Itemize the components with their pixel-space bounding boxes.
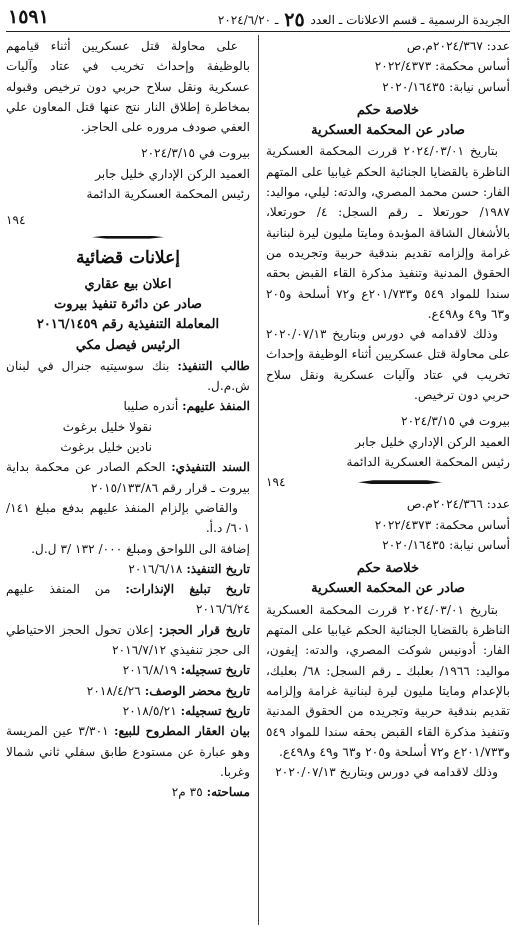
registration-value-1: ٢٠١٦/٨/١٩ [122,663,177,678]
notice0-signatory-title: رئيس المحكمة العسكرية الدائمة [86,187,250,202]
ad-transaction: المعاملة التنفيذية رقم ٢٠١٦/١٤٥٩ [36,317,220,333]
description-row [6,681,250,701]
exec-date-label: تاريخ التنفيذ: [186,561,250,576]
registration-row-2 [6,701,250,721]
header-rule [6,31,510,32]
description-value: ٢٠١٨/٤/٢٦ [86,683,141,698]
exec-date-value: ٢٠١٦/٦/١٨ [128,561,183,576]
left-column [6,36,250,802]
property-label: بيان العقار المطروح للبيع: [113,724,250,739]
area-value: ٣٥ م٢ [171,785,203,800]
property-row [6,721,250,782]
notice2-prosecution-base: أساس نيابة: ٢٠٢٠/١٦٤٣٥ [382,537,510,552]
separator-ornament [358,480,442,484]
header-title [218,9,510,31]
notice0-place-date: بيروت في ٢٠٢٤/٣/١٥ [141,146,250,161]
debtor-1: أندره صليبا [123,399,179,414]
description-label: تاريخ محضر الوصف: [144,683,250,698]
notice1-subtitle: صادر عن المحكمة العسكرية [311,123,465,139]
notice1-prosecution-base: أساس نيابة: ٢٠٢٠/١٦٤٣٥ [382,79,510,94]
notice0-signatory: العميد الركن الإداري خليل جابر [95,166,250,181]
area-label: مساحته: [206,785,250,800]
notice2-subtitle: صادر عن المحكمة العسكرية [311,581,465,597]
applicant-row [6,356,250,397]
area-row [6,782,250,802]
notice1-body: بتاريخ ٢٠٢٤/٠٣/٠١ قررت المحكمة العسكرية الناظرة بالقضايا الجنائية الحكم غيابيا على المتهم الفار: حسن محمد المصري، والدته: ليلي، مواليد: ١٩٨٧/ حورتعلا ـ رقم السجل: ٤/ حورتعلا، بالأشغال الشاقة المؤبدة ومايتا مليون ليرة لبنانية غرامة وإلزامه تقديم بندقية حربية وتجريده من الحقوق المدنية وتنفيذ مذكرة القاء القبض بحقه سندا للمواد ٥٤٩ و٢٠١/٧٣٣ع و٧٢ أسلحة و٢٠٥ و٦٣ و٤٩ و٤٩٨ع. [266,144,510,321]
registration-row-1 [6,660,250,680]
seizure-value: إعلان تحول الحجز الاحتياطي الى حجز تنفيذي ٢٠١٦/٧/١٢ [6,622,250,658]
notice2-body: بتاريخ ٢٠٢٤/٠٣/٠١ قررت المحكمة العسكرية الناظرة بالقضايا الجنائية الحكم غيابيا على المتهم الفار: أدونيس شوكت المصري، والدته: إيفون، مواليد: ١٩٦٦/ بعلبك ـ رقم السجل: ٦٨/ بعلبك، بالإعدام ومايتا مليون ليرة لبنانية غرامة وإلزامه تقديم بندقية حربية وتجريده من الحقوق المدنية وتنفيذ مذكرة القاء القبض بحقه سندا للمواد ٥٤٩ و٢٠١/٧٣٣ع و٧٢ أسلحة و٢٠٥ و٦٣ و٤٩ و٤٩٨ع. [266,602,510,759]
notice2-court-base: أساس محكمة: ٢٠٢٢/٤٣٧٣ [374,517,510,532]
seizure-row [6,620,250,661]
debtors-label: المنفذ عليهم: [182,399,250,414]
additional-amount: إضافة الى اللواحق ومبلغ ٠٠٠/ ١٣٢ /٣ ل.ل. [31,541,250,556]
debtors-row [6,396,250,416]
debtor-3: نادين خليل برغوث [60,440,152,455]
separator-ornament [6,231,250,245]
gazette-name: الجريدة الرسمية ـ قسم الاعلانات ـ العدد [310,13,510,27]
page-header [6,6,510,30]
property-value: ٣/٣٠١ عين المريسة وهو عبارة عن مستودع طابق سفلي ثاني شمالا وغربا. [6,724,250,779]
issue-number: ٢٥ [284,9,305,31]
page-number: ١٥٩١ [8,6,49,28]
notice2-number: عدد: ٢٠٢٤/٣٦٦م.ص [406,497,510,512]
notice1-end [266,472,510,490]
exec-date-row [6,559,250,579]
issue-date: ـ ٢٠٢٤/٦/٢٠ [217,13,279,27]
registration-value-2: ٢٠١٨/٥/٢١ [122,703,177,718]
notice-date-value: من المنفذ عليهم ٢٠١٦/٦/٢٤ [6,582,250,617]
ad-president: الرئيس فيصل مكي [75,337,181,353]
notice1-signatory-title: رئيس المحكمة العسكرية الدائمة [346,454,510,469]
notice1-title: خلاصة حكم [356,102,420,118]
notice1-signatory: العميد الركن الإداري خليل جابر [355,434,510,449]
applicant-value: بنك سوسيتيه جنرال في لبنان ش.م.ل. [6,358,250,394]
ad-title: اعلان بيع عقاري [84,276,172,292]
notice1-end-number: ١٩٤ [266,475,286,490]
notice0-continuation: على محاولة قتل عسكريين أثناء قيامهم بالوظيفة وإحداث تخريب في عتاد وآليات عسكرية ونقل سلاح حربي دون ترخيص وقبوله بمخاطرة إطلاق النار نتج عنها قتل المعاون علي العفي صودف مروره على الحاجز. [6,39,250,135]
ad-subtitle: صادر عن دائرة تنفيذ بيروت [54,296,202,312]
obligation: والقاضي بإلزام المنفذ عليهم بدفع مبلغ ١٤١/ ٦٠١/ د.أ. [6,500,250,536]
seizure-label: تاريخ قرار الحجز: [158,622,250,637]
notice1-court-base: أساس محكمة: ٢٠٢٢/٤٣٧٣ [374,59,510,74]
debtor-2: نقولا خليل برغوث [62,419,152,434]
notice0-end-number: ١٩٤ [6,213,26,228]
registration-label-1: تاريخ تسجيله: [180,663,250,678]
notice1-number: عدد: ٢٠٢٤/٣٦٧م.ص [406,39,510,53]
deed-row [6,457,250,498]
notice-date-row [6,579,250,620]
notice1-place-date: بيروت في ٢٠٢٤/٣/١٥ [401,414,510,429]
notice2-body-2: وذلك لاقدامه في دورس وبتاريخ ٢٠٢٠/٠٧/١٣ [275,765,498,780]
notice1-body-2: وذلك لاقدامه في دورس وبتاريخ ٢٠٢٠/٠٧/١٣ على محاولة قتل عسكريين أثناء الوظيفة وإحداث تخريب في عتاد وآليات عسكرية ونقل سلاح حربي دون ترخيص. [266,327,510,403]
notice-date-label: تاريخ تبليغ الإنذارات: [125,582,251,597]
deed-value: الحكم الصادر عن محكمة بداية بيروت ـ قرار رقم ٢٠١٥/١٣٣/٨٦ [6,460,250,495]
column-divider [258,35,259,925]
registration-label-2: تاريخ تسجيله: [180,703,250,718]
notice2-title: خلاصة حكم [356,561,420,577]
right-column [266,36,510,782]
deed-label: السند التنفيذي: [171,460,250,475]
section-title: إعلانات قضائية [76,247,180,268]
applicant-label: طالب التنفيذ: [177,358,250,373]
